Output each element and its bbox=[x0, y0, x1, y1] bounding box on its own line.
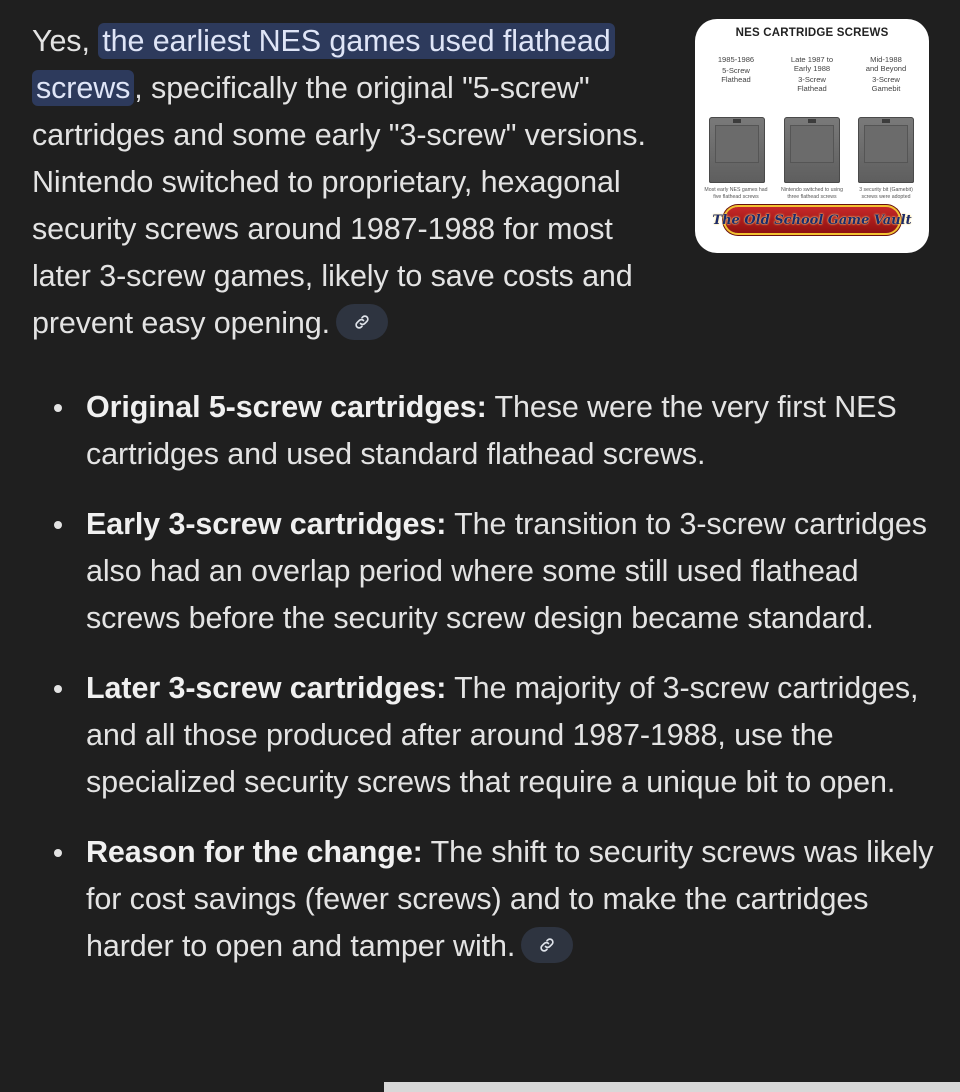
link-icon bbox=[538, 936, 556, 954]
thumbnail-column bbox=[851, 55, 921, 93]
cartridge-image bbox=[709, 117, 765, 183]
bullet-text: The majority of 3-screw cartridges, and all those produced after around 1987-1988, use the specialized security screws that require a unique bit to open. bbox=[86, 671, 919, 799]
bullet-dot bbox=[54, 404, 62, 412]
bullet-text: These were the very first NES cartridges and used standard flathead screws. bbox=[86, 390, 897, 471]
bullet-dot bbox=[54, 685, 62, 693]
bottom-edge-strip bbox=[384, 1082, 960, 1092]
column-note: Nintendo switched to using three flathead screws bbox=[781, 187, 843, 200]
bullet-title: Later 3-screw cartridges: bbox=[86, 671, 447, 705]
column-note: Most early NES games had five flathead screws bbox=[704, 187, 768, 200]
bullet-text: The shift to security screws was likely for cost savings (fewer screws) and to make the cartridges harder to open and tamper with. bbox=[86, 835, 934, 963]
intro-rest: , specifically the original "5-screw" cartridges and some early "3-screw" versions. Nintendo switched to proprietary, hexagonal security screws around 1987-1988 for most later 3-screw games, likely to save costs and prevent easy opening. bbox=[32, 71, 646, 340]
column-note: 3 security bit (Gamebit) screws were adopted bbox=[859, 187, 913, 200]
bullet-dot bbox=[54, 849, 62, 857]
list-item bbox=[0, 501, 960, 642]
column-era: Mid-1988 and Beyond bbox=[865, 55, 907, 73]
list-item bbox=[0, 384, 960, 478]
source-link-button[interactable] bbox=[521, 927, 573, 963]
thumbnail-title: NES CARTRIDGE SCREWS bbox=[735, 27, 889, 39]
source-thumbnail[interactable] bbox=[695, 19, 929, 253]
source-link-button[interactable] bbox=[336, 304, 388, 340]
column-kind: 5-Screw Flathead bbox=[721, 66, 751, 84]
cartridge-image bbox=[858, 117, 914, 183]
intro-prefix: Yes, bbox=[32, 24, 99, 58]
bullet-dot bbox=[54, 521, 62, 529]
bullet-title: Early 3-screw cartridges: bbox=[86, 507, 447, 541]
list-item bbox=[0, 829, 960, 970]
link-icon bbox=[353, 313, 371, 331]
column-era: Late 1987 to Early 1988 bbox=[790, 55, 834, 73]
cartridge-image bbox=[784, 117, 840, 183]
thumbnail-column bbox=[701, 55, 771, 84]
column-kind: 3-Screw Flathead bbox=[797, 75, 827, 93]
bullet-title: Original 5-screw cartridges: bbox=[86, 390, 487, 424]
column-era: 1985-1986 bbox=[717, 55, 755, 64]
highlighted-claim[interactable]: the earliest NES games used flathead screws bbox=[32, 23, 615, 106]
bullet-text: The transition to 3-screw cartridges also had an overlap period where some still used flathead screws before the security screw design became standard. bbox=[86, 507, 927, 635]
list-item bbox=[0, 665, 960, 806]
answer-intro bbox=[32, 18, 672, 347]
bullet-title: Reason for the change: bbox=[86, 835, 423, 869]
answer-bullet-list bbox=[0, 384, 960, 970]
column-kind: 3-Screw Gamebit bbox=[871, 75, 901, 93]
thumbnail-column bbox=[777, 55, 847, 93]
site-logo: The Old School Game Vault bbox=[725, 207, 899, 233]
